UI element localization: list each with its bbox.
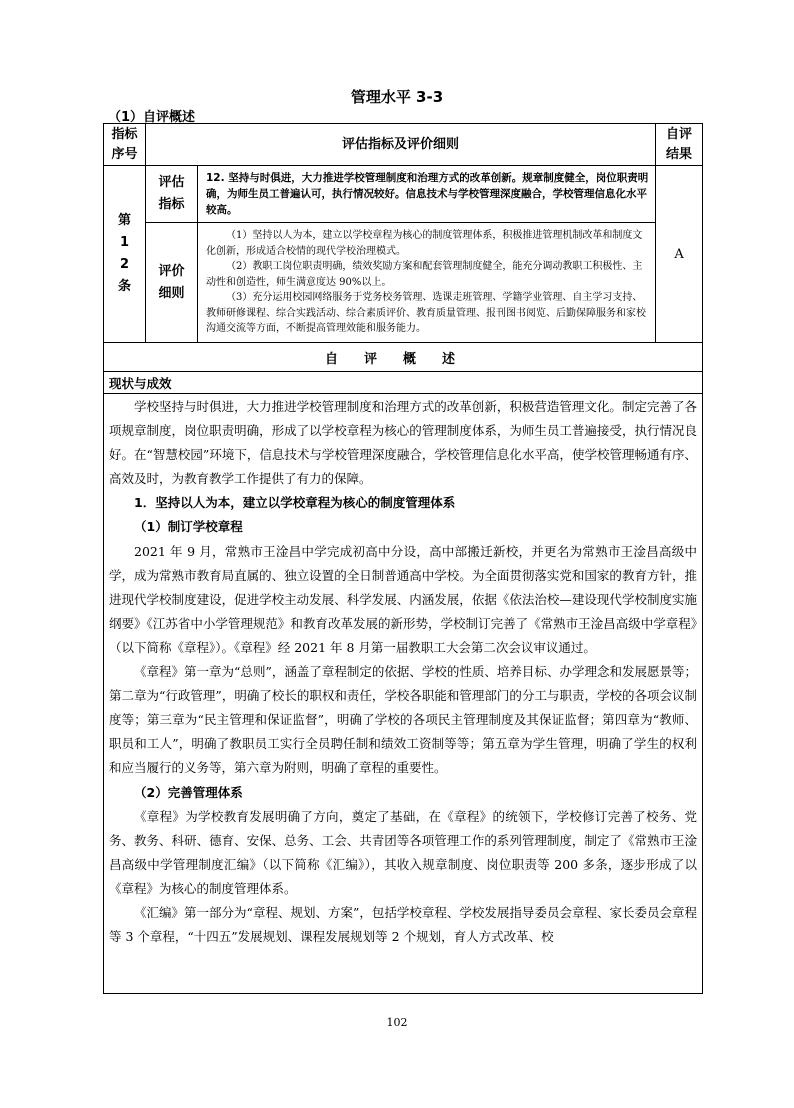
subsection-heading-2: （2）完善管理体系 <box>134 784 243 800</box>
header-criteria: 评估指标及评价细则 <box>146 124 656 166</box>
detail-item: （3）充分运用校园网络服务于党务校务管理、选课走班管理、学籍学业管理、自主学习支持、教师研修课程、综合实践活动、综合素质评价、教育质量管理、报刊图书阅览、后勤保障服务和家校沟通交流等方面，不断提高管理效能和服务能力。 <box>206 292 646 335</box>
detail-label: 评价细则 <box>146 223 198 343</box>
evaluation-table <box>103 123 703 994</box>
paragraph: 《章程》第一章为“总则”，涵盖了章程制定的依据、学校的性质、培养目标、办学理念和发展愿景等；第二章为“行政管理”，明确了校长的职权和责任，学校各职能和管理部门的分工与职责，学校的各项会议制度等；第三章为“民主管理和保证监督”，明确了学校的各项民主管理制度及其保证监督；第四章为“教师、职员和工人”，明确了教职员工实行全员聘任制和绩效工资制等等；第五章为学生管理，明确了学生的权利和应当履行的义务等，第六章为附则，明确了章程的重要性。 <box>109 664 698 776</box>
header-result: 自评结果 <box>656 124 703 166</box>
result-value: A <box>656 166 703 343</box>
status-heading: 现状与成效 <box>104 372 703 394</box>
intro-paragraph: 学校坚持与时俱进，大力推进学校管理制度和治理方式的改革创新，积极营造管理文化。制定完善了各项规章制度，岗位职责明确，形成了以学校章程为核心的管理制度体系，为师生员工普遍接受，执行情况良好。在“智慧校园”环境下，信息技术与学校管理深度融合，学校管理信息化水平高，使学校管理畅通有序、高效及时，为教育教学工作提供了有力的保障。 <box>109 399 698 487</box>
subsection-heading-1: （1）制订学校章程 <box>134 519 243 535</box>
overview-heading: 自评概述 <box>104 343 703 372</box>
page-number: 102 <box>386 1016 408 1029</box>
detail-list <box>198 223 656 343</box>
header-index: 指标序号 <box>104 124 146 166</box>
paragraph: 2021 年 9 月，常熟市王淦昌中学完成初高中分设，高中部搬迁新校，并更名为常熟市王淦昌高级中学，成为常熟市教育局直属的、独立设置的全日制普通高中学校。为全面贯彻落实党和国家的教育方针，推进现代学校制度建设，促进学校主动发展、科学发展、内涵发展，依据《依法治校—建设现代学校制度实施纲要》《江苏省中小学管理规范》和教育改革发展的新形势，学校制订完善了《常熟市王淦昌高级中学章程》（以下简称《章程》）。《章程》经 2021 年 8 月第一届教职工大会第二次会议审议通过。 <box>109 543 698 655</box>
criteria-label: 评估指标 <box>146 166 198 223</box>
overview-body <box>104 394 703 994</box>
detail-item: （1）坚持以人为本，建立以学校章程为核心的制度管理体系，积极推进管理机制改革和制度文化创新，形成适合校情的现代学校治理模式。 <box>206 230 643 257</box>
detail-item: （2）教职工岗位职责明确，绩效奖励方案和配套管理制度健全，能充分调动教职工积极性、主动性和创造性，师生满意度达 90%以上。 <box>206 261 643 288</box>
section-label: （1）自评概述 <box>108 110 196 125</box>
paragraph: 《汇编》第一部分为“章程、规划、方案”，包括学校章程、学校发展指导委员会章程、家长委员会章程等 3 个章程，“十四五”发展规划、课程发展规划等 2 个规划，育人方式改革、校 <box>109 904 698 945</box>
page-title: 管理水平 3-3 <box>350 88 444 106</box>
row-index: 第12条 <box>104 166 146 343</box>
paragraph: 《章程》为学校教育发展明确了方向，奠定了基础，在《章程》的统领下，学校修订完善了校务、党务、教务、科研、德育、安保、总务、工会、共青团等各项管理工作的系列管理制度，制定了《常熟市王淦昌高级中学管理制度汇编》（以下简称《汇编》），其收入规章制度、岗位职责等 200 多条，逐步形成了以《章程》为核心的制度管理体系。 <box>109 808 698 896</box>
criteria-text: 12. 坚持与时俱进，大力推进学校管理制度和治理方式的改革创新。规章制度健全，岗位职责明确，为师生员工普遍认可，执行情况较好。信息技术与学校管理深度融合，学校管理信息化水平较高。 <box>198 166 656 223</box>
section-heading-1: 1．坚持以人为本，建立以学校章程为核心的制度管理体系 <box>134 495 456 511</box>
